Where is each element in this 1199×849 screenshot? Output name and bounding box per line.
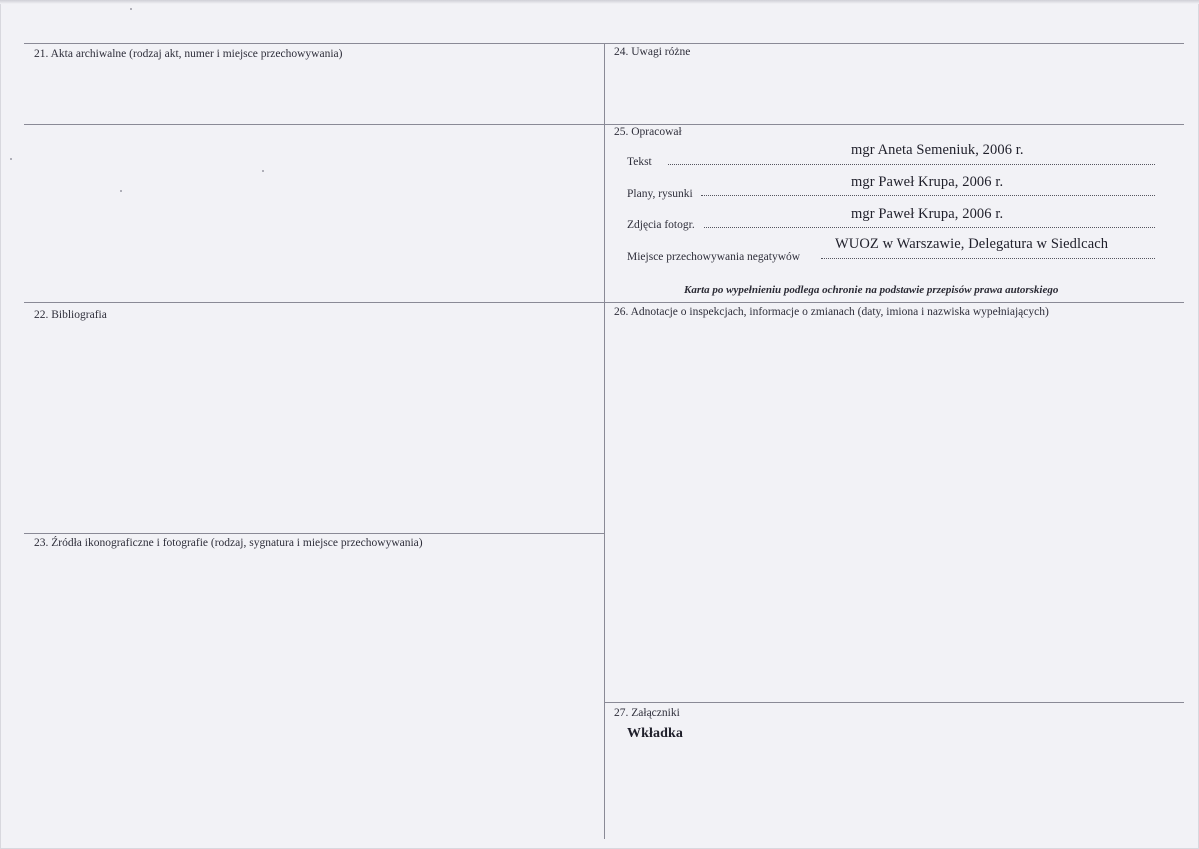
text-author-dotted-line bbox=[668, 164, 1155, 165]
section-25-label: 25. Opracował bbox=[614, 126, 682, 138]
section-22-label: 22. Bibliografia bbox=[34, 309, 107, 321]
negatives-location-dotted-line bbox=[821, 258, 1155, 259]
scan-speck bbox=[10, 158, 12, 160]
plans-author-dotted-line bbox=[701, 195, 1155, 196]
section-27-label: 27. Załączniki bbox=[614, 707, 680, 719]
negatives-location-value: WUOZ w Warszawie, Delegatura w Siedlcach bbox=[835, 236, 1109, 252]
attachments-value: Wkładka bbox=[627, 726, 683, 741]
copyright-note: Karta po wypełnieniu podlega ochronie na podstawie przepisów prawa autorskiego bbox=[684, 284, 1059, 296]
section-23-label: 23. Źródła ikonograficzne i fotografie (rodzaj, sygnatura i miejsce przechowywania) bbox=[34, 537, 423, 549]
rule-above-27 bbox=[604, 702, 1184, 703]
section-21-label: 21. Akta archiwalne (rodzaj akt, numer i miejsce przechowywania) bbox=[34, 48, 343, 60]
section-24-label: 24. Uwagi różne bbox=[614, 46, 691, 58]
rule-below-22 bbox=[24, 533, 604, 534]
photos-author-label: Zdjęcia fotogr. bbox=[627, 219, 695, 231]
photos-author-dotted-line bbox=[704, 227, 1155, 228]
scan-speck bbox=[120, 190, 122, 192]
photos-author-value: mgr Paweł Krupa, 2006 r. bbox=[851, 206, 1004, 222]
text-author-value: mgr Aneta Semeniuk, 2006 r. bbox=[851, 142, 1024, 158]
scan-speck bbox=[262, 170, 264, 172]
center-divider bbox=[604, 43, 605, 839]
scan-speck bbox=[130, 8, 132, 10]
plans-author-value: mgr Paweł Krupa, 2006 r. bbox=[851, 174, 1004, 190]
plans-author-label: Plany, rysunki bbox=[627, 188, 693, 200]
negatives-location-label: Miejsce przechowywania negatywów bbox=[627, 251, 801, 263]
page-top-edge bbox=[0, 0, 1199, 4]
text-author-label: Tekst bbox=[627, 156, 652, 168]
section-26-label: 26. Adnotacje o inspekcjach, informacje o zmianach (daty, imiona i nazwiska wypełniających) bbox=[614, 306, 1049, 318]
